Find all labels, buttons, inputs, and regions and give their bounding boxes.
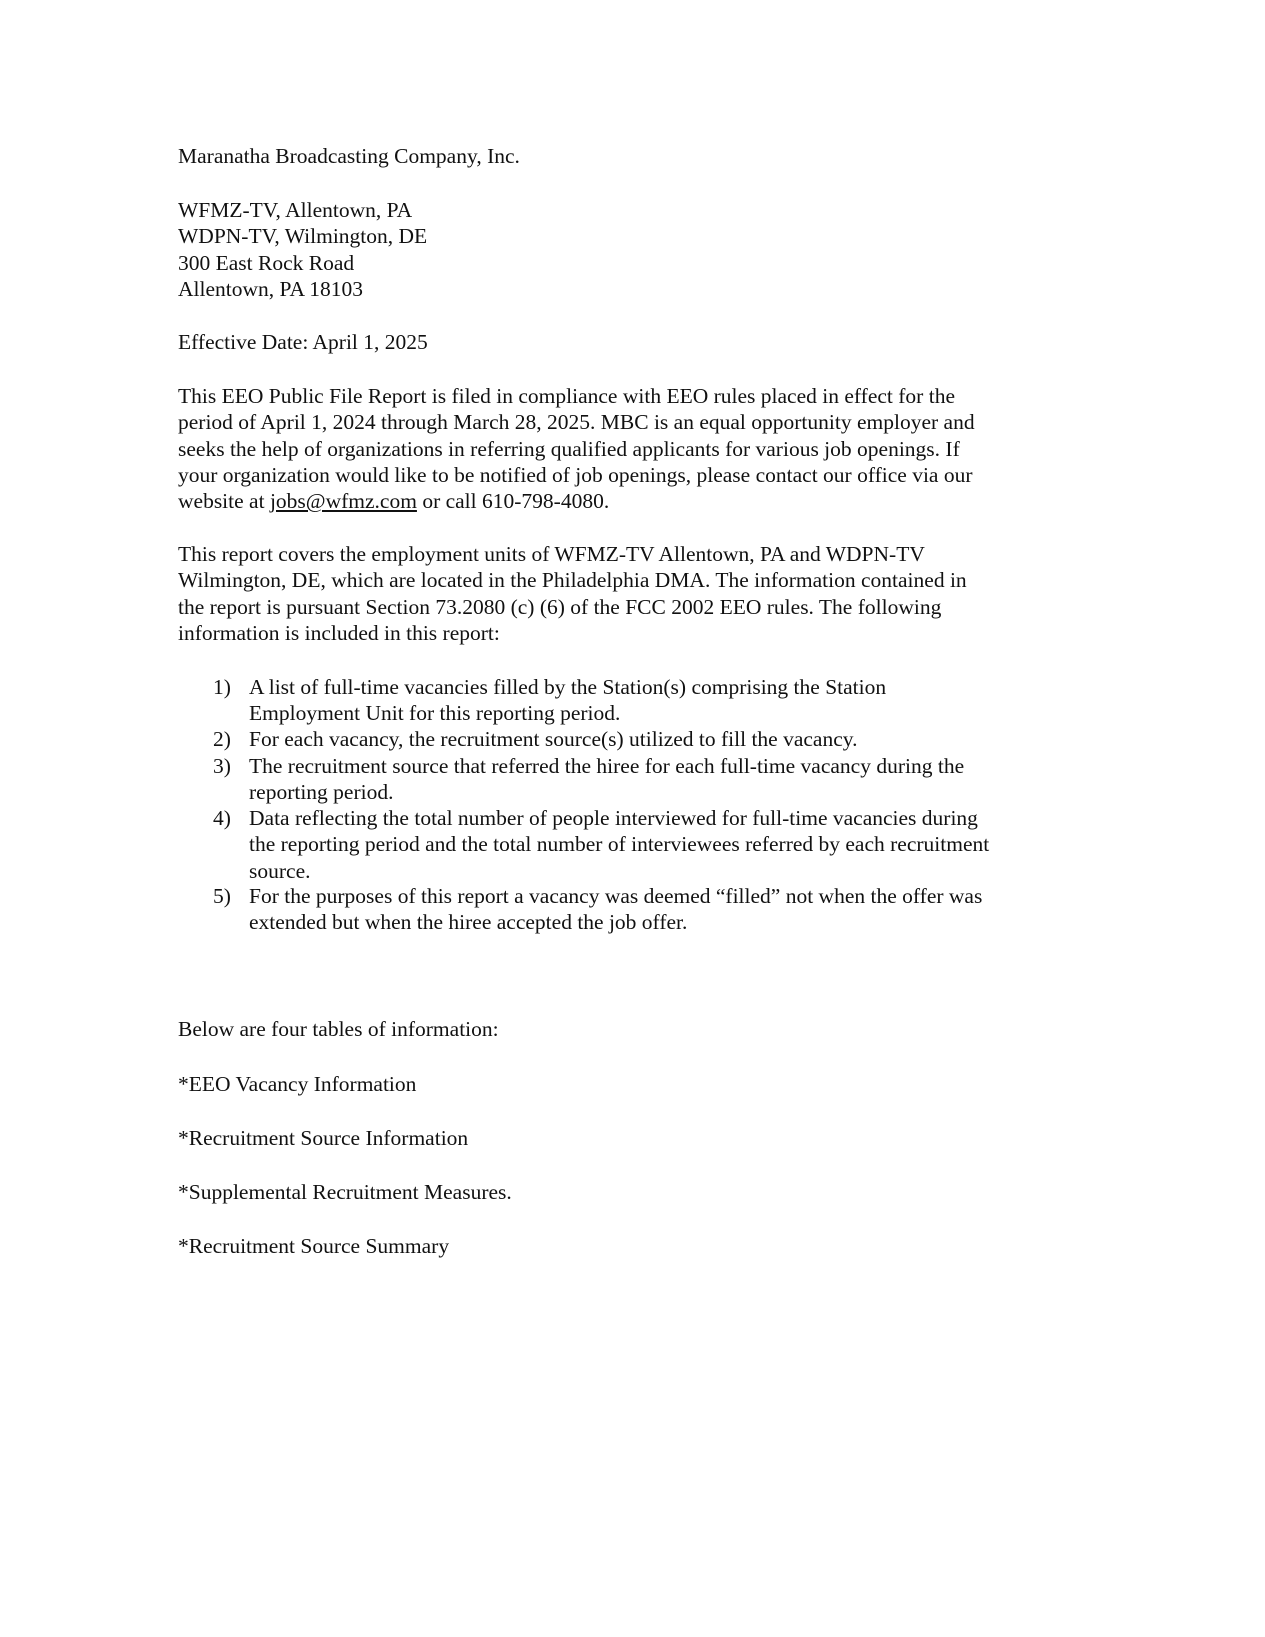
list-line: reporting period.	[249, 780, 394, 805]
list-line: source.	[249, 858, 311, 883]
coverage-paragraph	[178, 541, 967, 646]
list-number: 5)	[213, 884, 231, 908]
table-reference: *Supplemental Recruitment Measures.	[178, 1180, 512, 1204]
list-line: Employment Unit for this reporting period.	[249, 701, 621, 726]
paragraph-line: Wilmington, DE, which are located in the Philadelphia DMA. The information contained in	[178, 568, 967, 593]
paragraph-line: seeks the help of organizations in referring qualified applicants for various job openings. If	[178, 436, 960, 461]
tables-intro: Below are four tables of information:	[178, 1017, 499, 1041]
email-link[interactable]: jobs@wfmz.com	[269, 489, 417, 514]
paragraph-line: information is included in this report:	[178, 620, 500, 645]
list-number: 1)	[213, 675, 231, 699]
paragraph-line: period of April 1, 2024 through March 28, 2025. MBC is an equal opportunity employer and	[178, 410, 975, 435]
text: or call 610-798-4080.	[416, 489, 610, 514]
list-line: the reporting period and the total number of interviewees referred by each recruitment	[249, 832, 990, 857]
paragraph-line: This report covers the employment units of WFMZ-TV Allentown, PA and WDPN-TV	[178, 542, 925, 566]
address-line: Allentown, PA 18103	[178, 276, 363, 301]
list-line: A list of full-time vacancies filled by the Station(s) comprising the Station	[249, 675, 887, 699]
list-number: 2)	[213, 727, 231, 751]
company-name: Maranatha Broadcasting Company, Inc.	[178, 144, 520, 168]
list-number: 4)	[213, 806, 231, 830]
address-block	[178, 197, 427, 302]
list-line: For the purposes of this report a vacancy was deemed “filled” not when the offer was	[249, 884, 983, 908]
list-number: 3)	[213, 754, 231, 778]
paragraph-line	[178, 488, 975, 514]
paragraph-line: your organization would like to be notified of job openings, please contact our office via our	[178, 462, 973, 487]
list-line: extended but when the hiree accepted the job offer.	[249, 910, 688, 935]
list-line: Data reflecting the total number of people interviewed for full-time vacancies during	[249, 806, 978, 830]
table-reference: *Recruitment Source Summary	[178, 1234, 450, 1258]
list-line: For each vacancy, the recruitment source(s) utilized to fill the vacancy.	[249, 727, 858, 751]
paragraph-line: This EEO Public File Report is filed in compliance with EEO rules placed in effect for the	[178, 384, 955, 408]
address-line: WDPN-TV, Wilmington, DE	[178, 224, 428, 249]
table-reference: *Recruitment Source Information	[178, 1126, 469, 1150]
address-line: WFMZ-TV, Allentown, PA	[178, 198, 413, 222]
address-line: 300 East Rock Road	[178, 250, 355, 275]
intro-paragraph	[178, 383, 975, 514]
paragraph-line: the report is pursuant Section 73.2080 (c) (6) of the FCC 2002 EEO rules. The following	[178, 594, 942, 619]
effective-date: Effective Date: April 1, 2025	[178, 330, 428, 354]
list-line: The recruitment source that referred the hiree for each full-time vacancy during the	[249, 754, 965, 778]
table-reference: *EEO Vacancy Information	[178, 1072, 417, 1096]
text: website at	[178, 489, 270, 514]
